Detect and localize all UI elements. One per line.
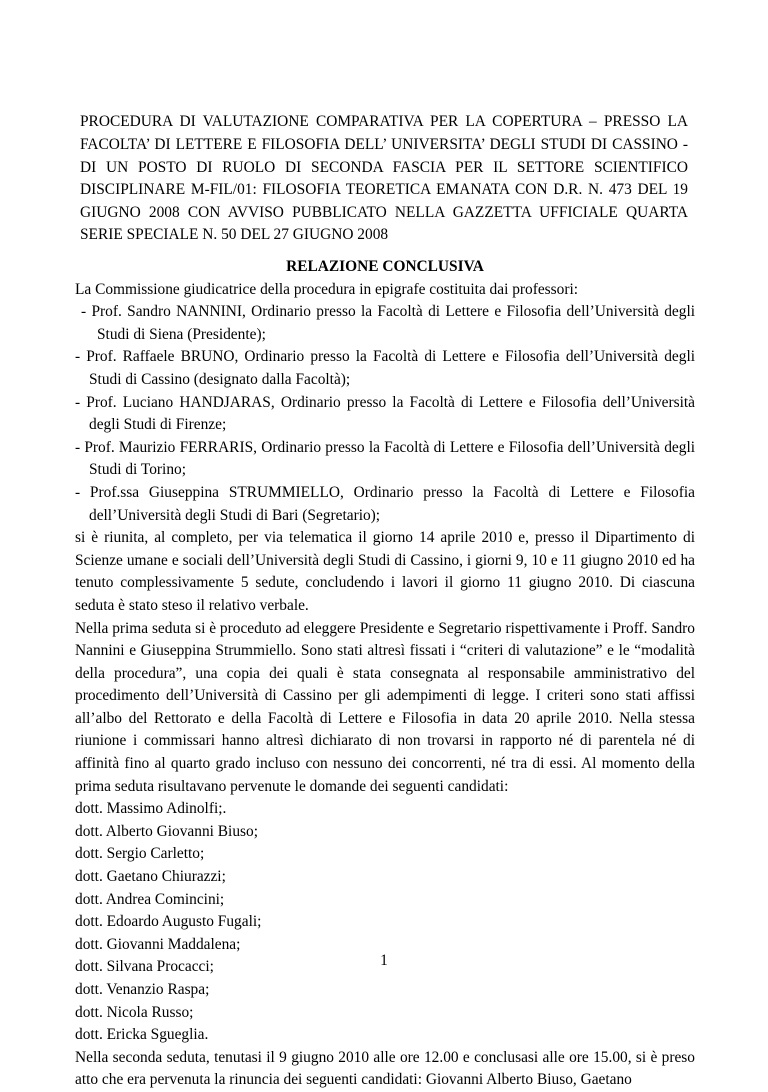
candidate-item: dott. Nicola Russo; bbox=[75, 1003, 194, 1021]
member-item: - Prof. Luciano HANDJARAS, Ordinario presso la Facoltà di Lettere e Filosofia dell’Università degli Studi di Firenze; bbox=[75, 393, 695, 434]
section-title: RELAZIONE CONCLUSIVA bbox=[286, 258, 484, 275]
candidate-item: dott. Venanzio Raspa; bbox=[75, 981, 210, 998]
intro-paragraph: La Commissione giudicatrice della procedura in epigrafe costituita dai professori: bbox=[75, 280, 579, 298]
member-item: - Prof. Maurizio FERRARIS, Ordinario presso la Facoltà di Lettere e Filosofia dell’Università degli Studi di Torino; bbox=[75, 438, 695, 479]
candidate-item: dott. Giovanni Maddalena; bbox=[75, 935, 241, 953]
paragraph-second-session: Nella seconda seduta, tenutasi il 9 giugno 2010 alle ore 12.00 e conclusasi alle ore 15.00, si è preso atto che era pervenuta la rinuncia dei seguenti candidati: Giovanni Alberto Biuso, Gaetano bbox=[75, 1048, 695, 1089]
candidate-item: dott. Silvana Procacci; bbox=[75, 958, 214, 976]
member-item: - Prof.ssa Giuseppina STRUMMIELLO, Ordinario presso la Facoltà di Lettere e Filosofia dell’Università degli Studi di Bari (Segretario); bbox=[75, 483, 695, 524]
candidate-item: dott. Andrea Comincini; bbox=[75, 890, 225, 908]
candidate-item: dott. Ericka Sgueglia. bbox=[75, 1026, 209, 1044]
candidate-item: dott. Sergio Carletto; bbox=[75, 845, 205, 863]
member-item: - Prof. Sandro NANNINI, Ordinario presso la Facoltà di Lettere e Filosofia dell’Università degli Studi di Siena (Presidente); bbox=[81, 303, 695, 343]
candidate-item: dott. Alberto Giovanni Biuso; bbox=[75, 822, 258, 840]
candidate-item: dott. Gaetano Chiurazzi; bbox=[75, 868, 226, 886]
document-heading: PROCEDURA DI VALUTAZIONE COMPARATIVA PER LA COPERTURA – PRESSO LA FACOLTA’ DI LETTERE E FILOSOFIA DELL’ UNIVERSITA’ DEGLI STUDI DI CASSINO - DI UN POSTO DI RUOLO DI SECONDA FASCIA PER IL SETTORE SCIENTIFICO DISCIPLINARE M-FIL/01: FILOSOFIA TEORETICA EMANATA CON D.R. N. 473 DEL 19 GIUGNO 2008 CON AVVISO PUBBLICATO NELLA GAZZETTA UFFICIALE QUARTA SERIE SPECIALE N. 50 DEL 27 GIUGNO 2008 bbox=[80, 113, 688, 244]
member-item: - Prof. Raffaele BRUNO, Ordinario presso la Facoltà di Lettere e Filosofia dell’Università degli Studi di Cassino (designato dalla Facoltà); bbox=[75, 348, 695, 388]
candidate-item: dott. Edoardo Augusto Fugali; bbox=[75, 913, 262, 931]
candidates-list bbox=[75, 798, 695, 1047]
commission-members-list bbox=[75, 301, 695, 527]
page-number: 1 bbox=[380, 952, 388, 969]
paragraph-meetings: si è riunita, al completo, per via telematica il giorno 14 aprile 2010 e, presso il Dipartimento di Scienze umane e sociali dell’Università degli Studi di Cassino, i giorni 9, 10 e 11 giugno 2010 ed ha tenuto complessivamente 5 sedute, concludendo i lavori il giorno 11 giugno 2010. Di ciascuna seduta è stato steso il relativo verbale. bbox=[75, 529, 695, 614]
candidate-item: dott. Massimo Adinolfi;. bbox=[75, 800, 227, 818]
paragraph-first-session: Nella prima seduta si è proceduto ad eleggere Presidente e Segretario rispettivamente i Proff. Sandro Nannini e Giuseppina Strummiello. Sono stati altresì fissati i “criteri di valutazione” e le “modalità della procedura”, una copia dei quali è stata consegnata al responsabile amministrativo del procedimento dell’Università di Cassino per gli adempimenti di legge. I criteri sono stati affissi all’albo del Rettorato e della Facoltà di Lettere e Filosofia in data 20 aprile 2010. Nella stessa riunione i commissari hanno altresì dichiarato di non trovarsi in rapporto né di parentela né di affinità fino al quarto grado incluso con nessuno dei concorrenti, né tra di essi. Al momento della prima seduta risultavano pervenute le domande dei seguenti candidati: bbox=[75, 619, 695, 795]
